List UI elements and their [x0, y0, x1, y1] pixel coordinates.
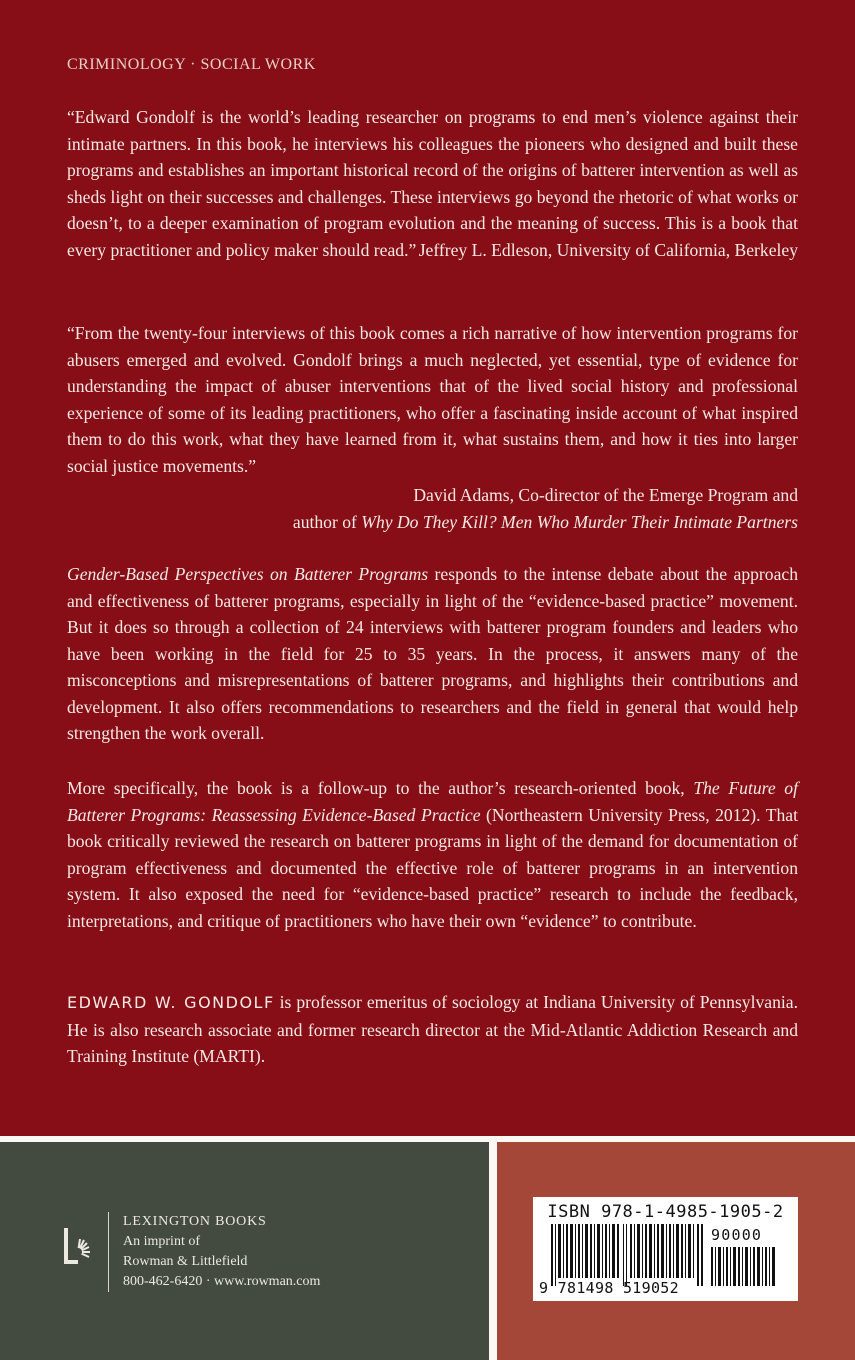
author-bio-text: is professor emeritus of sociology at Indiana University of Pennsylvania. He is also research associate and former research director at the Mid-Atlantic Addiction Research and Training Institute (MARTI). — [67, 992, 798, 1066]
lexington-logo-icon — [60, 1222, 96, 1270]
description-paragraph-2 — [67, 775, 798, 934]
publisher-parent: Rowman & Littlefield — [123, 1254, 248, 1269]
barcode-digits: 9 781498 519052 — [539, 1279, 679, 1297]
quote-2-attribution — [293, 482, 798, 535]
barcode-addon-digits: 90000 — [711, 1226, 763, 1244]
publisher-info — [123, 1212, 320, 1292]
quote-2-text: “From the twenty-four interviews of this book comes a rich narrative of how intervention programs for abusers emerged and evolved. Gondolf brings a much neglected, yet essential, type of evidence for understanding the impact of abuser interventions that of the lived social history and professional experience of some of its leading practitioners, who offer a fascinating inside account of what inspired them to do this work, what they have learned from it, what sustains them, and how it ties into larger social justice movements.” — [67, 323, 798, 476]
isbn-barcode — [533, 1197, 798, 1301]
category-label: CRIMINOLOGY · SOCIAL WORK — [67, 56, 316, 73]
quote-2-attribution-prefix: author of — [292, 511, 362, 532]
endorsement-quote-1 — [67, 104, 798, 263]
isbn-label: ISBN 978-1-4985-1905-2 — [547, 1202, 784, 1222]
endorsement-quote-2 — [67, 320, 798, 479]
previous-book-title: The Future of Batterer Programs: Reassessing Evidence-Based Practice — [67, 778, 798, 825]
quote-1-attribution: Jeffrey L. Edleson, University of California, Berkeley — [418, 239, 798, 260]
description-2-text-after: (Northeastern University Press, 2012). That book critically reviewed the research on batterer programs in light of the demand for documentation of program effectiveness and documented the effective role of batterer programs in an intervention system. It also exposed the need for “evidence-based practice” research to include the feedback, interpretations, and critique of practitioners who have their own “evidence” to contribute. — [67, 804, 798, 931]
author-name: EDWARD W. GONDOLF — [67, 993, 275, 1012]
quote-2-book-title: Why Do They Kill? Men Who Murder Their Intimate Partners — [361, 511, 798, 532]
publisher-contact: 800-462-6420 · www.rowman.com — [123, 1274, 321, 1289]
publisher-imprint-line: An imprint of — [123, 1234, 200, 1249]
publisher-divider — [108, 1212, 109, 1292]
description-1-text: responds to the intense debate about the approach and effectiveness of batterer programs, especially in light of the “evidence-based practice” movement. But it does so through a collection of 24 interviews with batterer program founders and leaders who have been working in the field for 25 to 35 years. In the process, it answers many of the misconceptions and misrepresentations of batterer programs, and highlights their contributions and development. It also offers recommendations to researchers and the field in general that would help strengthen the work overall. — [67, 564, 798, 743]
quote-2-attribution-line2 — [293, 509, 798, 536]
description-paragraph-1 — [67, 561, 798, 747]
publisher-name: LEXINGTON BOOKS — [123, 1214, 267, 1229]
author-bio — [67, 989, 798, 1070]
barcode-bars — [551, 1224, 704, 1286]
quote-2-attribution-line1: David Adams, Co-director of the Emerge Program and — [413, 485, 798, 505]
quote-1-text: “Edward Gondolf is the world’s leading researcher on programs to end men’s violence against their intimate partners. In this book, he interviews his colleagues the pioneers who designed and built these programs and establishes an important historical record of the origins of batterer intervention as well as sheds light on their successes and challenges. These interviews go beyond the rhetoric of what works or doesn’t, to a deeper examination of program evolution and the meaning of success. This is a book that every practitioner and policy maker should read.” — [67, 107, 798, 260]
book-title: Gender-Based Perspectives on Batterer Programs — [67, 564, 429, 584]
addon-barcode-bars — [711, 1247, 775, 1286]
description-2-text-before: More specifically, the book is a follow-up to the author’s research-oriented book, — [67, 778, 694, 798]
